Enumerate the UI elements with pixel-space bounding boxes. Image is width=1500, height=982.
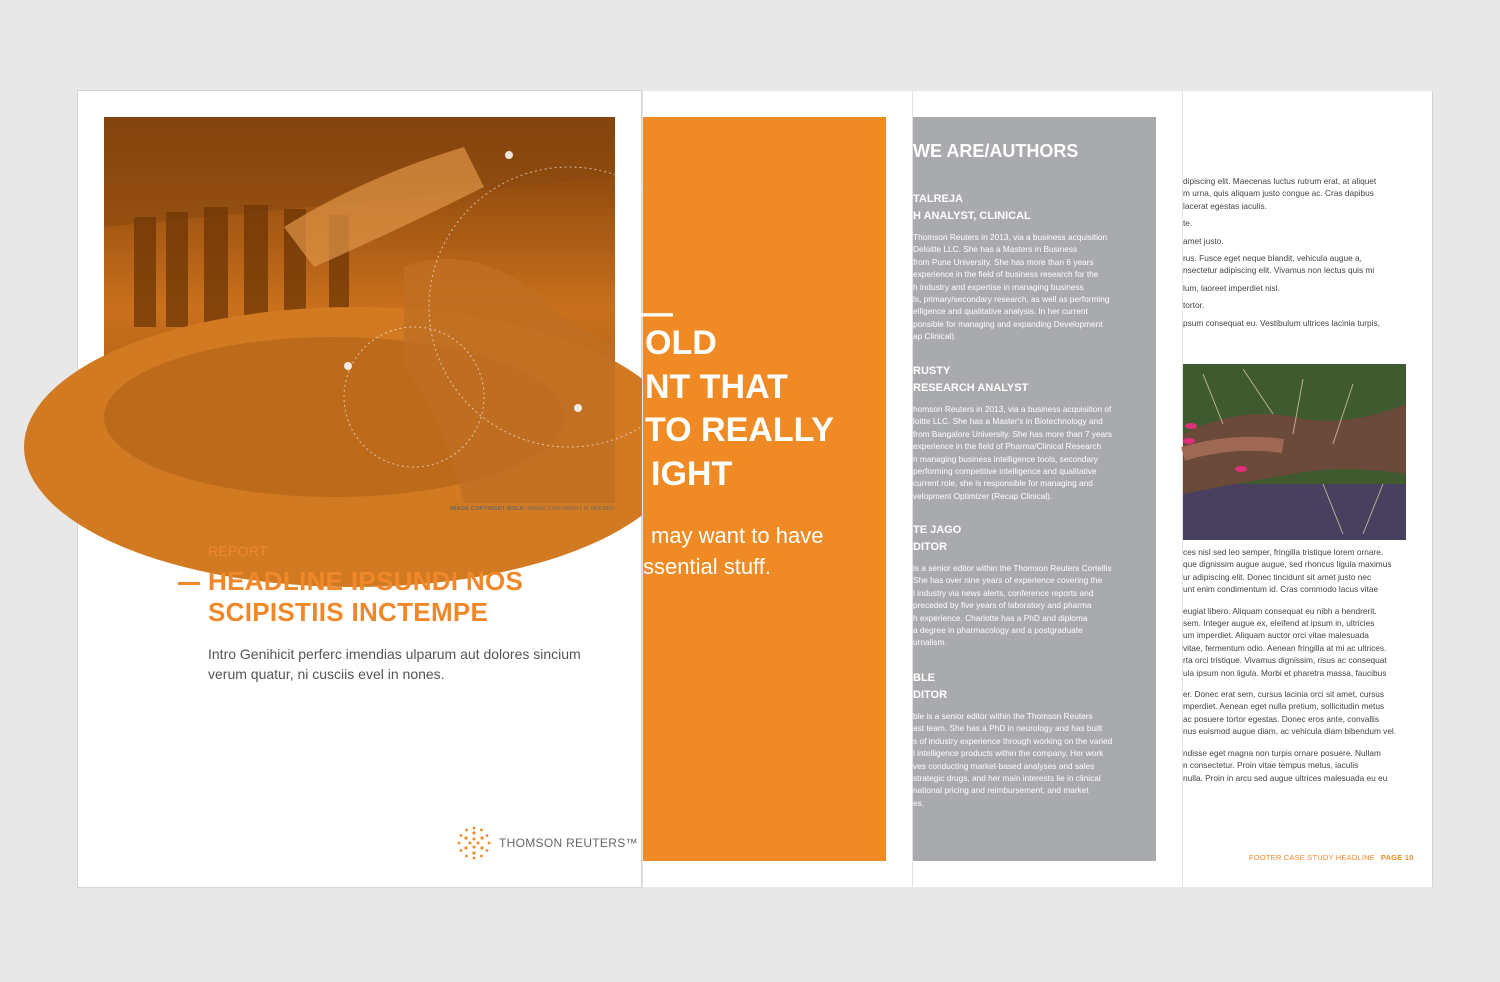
bio-line: Deloitte LLC. She has a Masters in Business bbox=[913, 244, 1078, 255]
bio-line: from Pune University. She has more than 6 years bbox=[913, 256, 1094, 267]
hand-photo bbox=[1183, 364, 1406, 540]
pull-line-1: may want to have bbox=[651, 523, 824, 548]
body-line: nsectetur adipiscing elit. Vivamus non lectus quis mi bbox=[1183, 265, 1375, 276]
quote-line-3: TO REALLY bbox=[645, 411, 834, 449]
bio-line: national pricing and reimbursement, and market bbox=[913, 785, 1089, 796]
body-line: ndisse eget magna non turpis ornare posuere. Nullam bbox=[1183, 747, 1381, 758]
bio-line: Thomson Reuters in 2013, via a business acquisition bbox=[913, 232, 1108, 242]
authors-title: WE ARE/AUTHORS bbox=[913, 141, 1079, 161]
author-name: TALREJA bbox=[913, 193, 963, 205]
body-line: vitae, fermentum odio. Aenean fringilla at mi ac ultrices. bbox=[1183, 642, 1387, 653]
bio-line: from Bangalore University. She has more than 7 years bbox=[913, 428, 1113, 439]
bio-line: l intelligence products within the company. Her work bbox=[913, 748, 1104, 759]
author-role: DITOR bbox=[913, 689, 948, 701]
body-line: dipiscing elit. Maecenas luctus rutrum erat, at aliquet bbox=[1183, 176, 1377, 186]
authors-page bbox=[912, 91, 1182, 887]
intro-line: Intro Genihicit perferc imendias ulparum aut dolores sincium bbox=[208, 646, 581, 662]
bio-line: elligence and qualitative analysis. In her current bbox=[913, 306, 1088, 317]
thomson-reuters-logo bbox=[456, 825, 638, 861]
bio-line: current role, she is responsible for managing and bbox=[913, 478, 1093, 489]
bio-line: h experience. Charlotte has a PhD and diploma bbox=[913, 612, 1088, 623]
headline-dash bbox=[178, 582, 200, 585]
report-label: REPORT bbox=[208, 543, 268, 559]
bio-line: urnalism. bbox=[913, 637, 947, 648]
bio-line: ves conducting market-based analyses and sales bbox=[913, 760, 1095, 771]
quote-line-1: OLD bbox=[645, 324, 717, 362]
body-line: sem. Integer augue ex, eleifend at ipsum in, ultricies bbox=[1183, 618, 1375, 629]
author-block bbox=[913, 191, 1153, 343]
bio-line: ponsible for managing and expanding Development bbox=[913, 318, 1103, 329]
body-line: nulla. Proin in arcu sed augue ultrices malesuada eu eu bbox=[1183, 772, 1388, 783]
bio-line: h industry and expertise in managing business bbox=[913, 281, 1084, 292]
body-line: tortor. bbox=[1183, 300, 1205, 311]
author-name: RUSTY bbox=[913, 365, 951, 377]
body-line: amet justo. bbox=[1183, 235, 1224, 246]
intro-text bbox=[208, 644, 608, 684]
body-line: ula ipsum non ligula. Morbi et pharetra massa, faucibus bbox=[1183, 667, 1387, 678]
authors-panel bbox=[913, 117, 1156, 861]
bio-line: s of industry experience through working on the varied bbox=[913, 735, 1113, 746]
bio-line: ble is a senior editor within the Thomson Reuters bbox=[913, 711, 1093, 721]
bio-line: experience in the field of Pharma/Clinical Research bbox=[913, 441, 1102, 452]
author-block bbox=[913, 670, 1153, 809]
page-number: PAGE 10 bbox=[1380, 853, 1414, 862]
body-line: eugiat libero. Aliquam consequat eu nibh a hendrerit. bbox=[1183, 605, 1377, 616]
bio-line: ap Clinical). bbox=[913, 331, 957, 342]
author-role: RESEARCH ANALYST bbox=[913, 382, 1029, 394]
body-line: n consectetur. Proin vitae tempus metus, iaculis bbox=[1183, 760, 1359, 771]
image-credit: IMAGE COPYRIGHT BOLD: IMAGE COPYRIGHT IF NEEDED bbox=[450, 506, 615, 512]
quote-line-2: NT THAT bbox=[645, 368, 788, 406]
body-line: te. bbox=[1183, 218, 1193, 229]
body-line: nus euismod augue diam, ac vehicula diam bibendum vel. bbox=[1183, 726, 1397, 737]
author-bio bbox=[913, 403, 1153, 502]
headline bbox=[178, 566, 608, 628]
headline-line-1: HEADLINE IPSUNDI NOS bbox=[208, 566, 524, 596]
body-text-bottom bbox=[1183, 546, 1423, 784]
body-line: mperdiet. Aenean eget nulla pretium, sollicitudin metus bbox=[1183, 701, 1385, 712]
body-line: rta orci tristique. Vivamus dignissim, risus ac consequat bbox=[1183, 655, 1387, 666]
author-role: DITOR bbox=[913, 541, 948, 553]
hero-image bbox=[104, 117, 615, 503]
quote-line-4: IGHT bbox=[651, 455, 733, 493]
quote-panel bbox=[639, 117, 886, 861]
bio-line: is a senior editor within the Thomson Reuters Cortellis bbox=[913, 563, 1112, 573]
body-line: ces nisl sed leo semper, fringilla tristique lorem ornare. bbox=[1183, 547, 1384, 557]
page-footer bbox=[1249, 853, 1413, 862]
author-name: BLE bbox=[913, 672, 935, 684]
bio-line: ls, primary/secondary research, as well as performing bbox=[913, 294, 1110, 305]
bio-line: performing competitive intelligence and qualitative bbox=[913, 466, 1097, 477]
author-block bbox=[913, 363, 1153, 502]
bio-line: velopment Optimizer (Recap Clinical). bbox=[913, 490, 1053, 501]
body-line: lacerat egestas iaculis. bbox=[1183, 200, 1267, 211]
author-block bbox=[913, 522, 1153, 649]
bio-line: experience in the field of business research for the bbox=[913, 269, 1099, 280]
bio-line: strategic drugs, and her main interests lie in clinical bbox=[913, 773, 1101, 784]
logo-text: THOMSON REUTERS™ bbox=[499, 836, 638, 850]
pull-line-2: ssential stuff. bbox=[643, 554, 771, 579]
bio-line: l industry via news alerts, conference reports and bbox=[913, 587, 1094, 598]
bio-line: She has over nine years of experience covering the bbox=[913, 575, 1103, 586]
body-line: lum, laoreet imperdiet nisl. bbox=[1183, 282, 1280, 293]
bio-line: es. bbox=[913, 797, 925, 808]
bio-line: n managing business intelligence tools, secondary bbox=[913, 453, 1098, 464]
body-line: ur adipiscing elit. Donec tincidunt sit amet justo nec bbox=[1183, 571, 1372, 582]
body-line: um imperdiet. Aliquam auctor orci vitae malesuada bbox=[1183, 630, 1369, 641]
headline-line-2: SCIPISTIIS INCTEMPE bbox=[208, 597, 489, 627]
quote-page bbox=[639, 91, 912, 887]
body-line: psum consequat eu. Vestibulum ultrices lacinia turpis, bbox=[1183, 317, 1380, 328]
big-quote bbox=[639, 117, 886, 861]
author-bio bbox=[913, 231, 1153, 343]
body-page bbox=[1182, 91, 1432, 887]
body-line: rus. Fusce eget neque blandit, vehicula augue a, bbox=[1183, 253, 1362, 264]
body-line: unt enim condimentum id. Cras commodo lacus vitae bbox=[1183, 584, 1379, 595]
body-line: que dignissim augue augue, sed rhoncus ligula maximus bbox=[1183, 559, 1392, 570]
logo-icon bbox=[456, 825, 492, 861]
author-role: H ANALYST, CLINICAL bbox=[913, 210, 1031, 222]
body-line: ac posuere tortor egestas. Donec eros ante, convallis bbox=[1183, 713, 1380, 724]
bio-line: preceded by five years of laboratory and pharma bbox=[913, 600, 1092, 611]
author-bio bbox=[913, 710, 1153, 809]
bio-line: a degree in pharmacology and a postgraduate bbox=[913, 625, 1083, 636]
bio-line: ast team. She has a PhD in neurology and has built bbox=[913, 723, 1103, 734]
bio-line: loitte LLC. She has a Master's in Biotechnology and bbox=[913, 416, 1103, 427]
author-bio bbox=[913, 562, 1153, 649]
cover-page bbox=[78, 91, 641, 887]
body-line: er. Donec erat sem, cursus lacinia orci sit amet, cursus bbox=[1183, 689, 1385, 700]
author-name: TE JAGO bbox=[913, 524, 962, 536]
bio-line: homson Reuters in 2013, via a business acquisition of bbox=[913, 404, 1112, 414]
body-line: m urna, quis aliquam justo congue ac. Cras dapibus bbox=[1183, 188, 1374, 199]
body-text-top bbox=[1183, 175, 1423, 334]
intro-line: verum quatur, ni cusciis evel in nones. bbox=[208, 666, 445, 682]
quote-dash: — bbox=[639, 294, 673, 332]
footer-headline: FOOTER CASE STUDY HEADLINE bbox=[1249, 853, 1375, 862]
